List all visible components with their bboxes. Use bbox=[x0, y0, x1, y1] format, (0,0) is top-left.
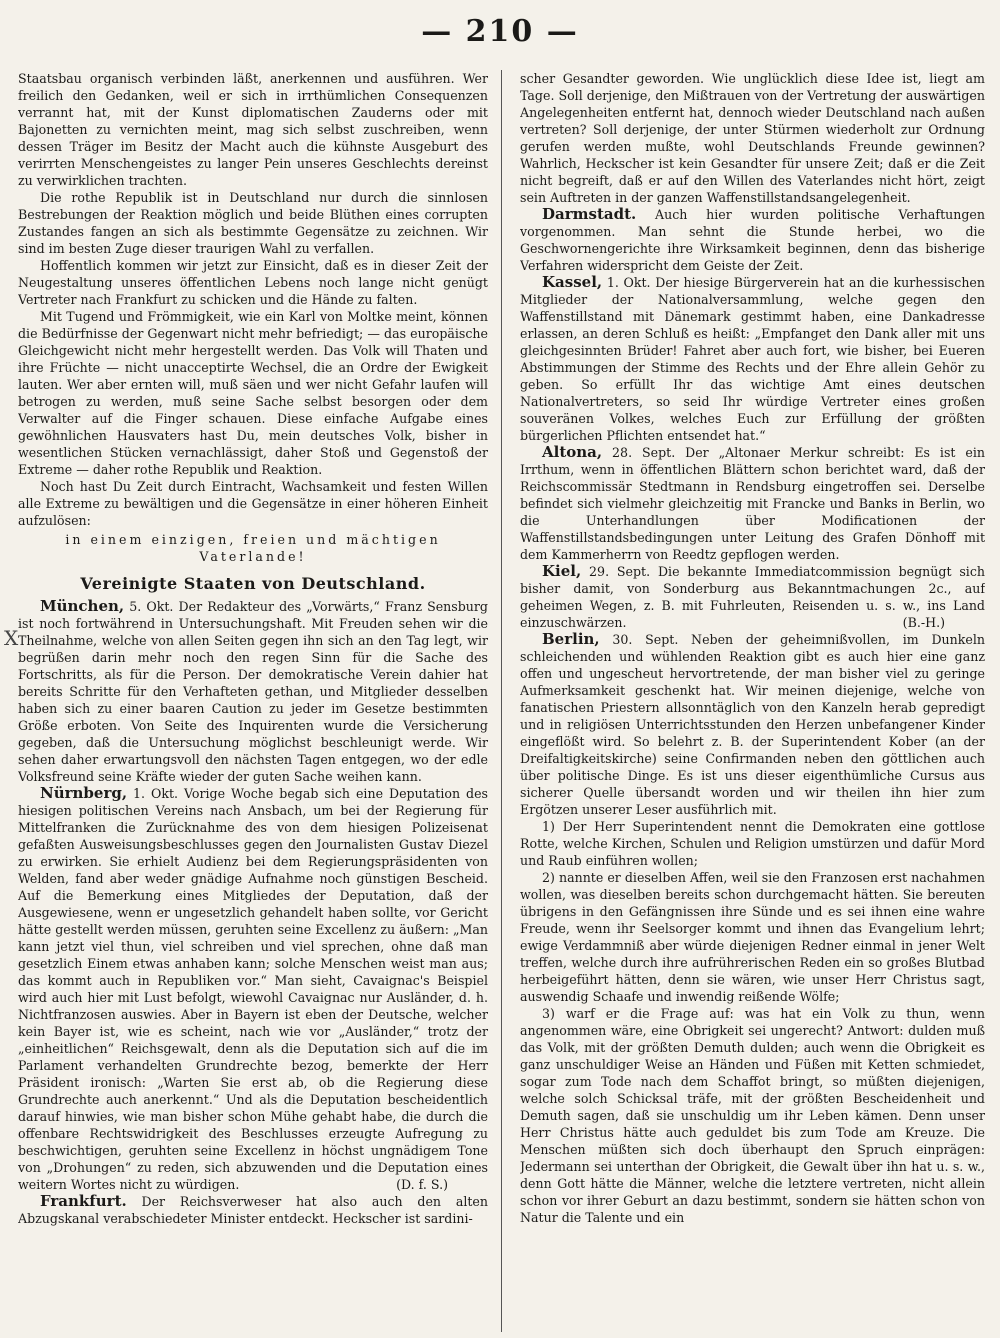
section-title: Vereinigte Staaten von Deutschland. bbox=[80, 574, 426, 593]
list-item: 3) warf er die Frage auf: was hat ein Volk zu thun, wenn angenommen wäre, eine Obrigkeit sei ungerecht? Antwort: dulden muß das Volk, mit der größten Demuth dulden; auch wenn die Obrigkeit es ganz unschuldiger Weise an Händen und Füßen mit Ketten schmiedet, sogar zum Tode nach dem Schaffot bringt, so müßten diejenigen, welche solch Schicksal träfe, mit der größten Bescheidenheit und Demuth sagen, daß sie unschuldig um ihr Leben kämen. Denn unser Herr Christus hätte auch geduldet bis zum Tode am Kreuze. Die Menschen müßten sich doch überhaupt den Spruch einprägen: Jedermann sei unterthan der Obrigkeit, die Gewalt über ihn hat u. s. w., denn Gott hätte die Männer, welche die letztere vertreten, nicht allein schon vor ihrer Geburt an dazu bestimmt, sondern sie hätten schon von Natur die Talente und ein bbox=[520, 1006, 985, 1225]
dateline-place: Kassel, bbox=[542, 273, 603, 291]
paragraph: Noch hast Du Zeit durch Eintracht, Wachsamkeit und festen Willen alle Extreme zu bewältigen und die Gegensätze in einer höheren Einheit aufzulösen: bbox=[18, 479, 488, 528]
source-signature: (D. f. S.) bbox=[396, 1177, 448, 1192]
left-column bbox=[18, 70, 488, 1330]
paragraph: Hoffentlich kommen wir jetzt zur Einsicht, daß es in dieser Zeit der Neugestaltung unseres öffentlichen Lebens noch lange nicht genügt Vertreter nach Frankfurt zu schicken und die Hände zu falten. bbox=[18, 258, 488, 307]
paragraph: scher Gesandter geworden. Wie unglücklich diese Idee ist, liegt am Tage. Soll derjenige, den Mißtrauen von der Vertretung der auswärtigen Angelegenheiten entfernt hat, dennoch wieder Deutschland nach außen vertreten? Soll derjenige, der unter Stürmen wiederholt zur Ordnung gerufen werden mußte, wohl Deutschlands Freunde gewinnen? Wahrlich, Heckscher ist kein Gesandter für unsere Zeit; daß er die Zeit nicht begreift, daß er auf den Willen des Vaterlandes nicht hört, zeigt sein Auftreten in der ganzen Waffenstillstandsangelegenheit. bbox=[520, 71, 985, 205]
paragraph: Mit Tugend und Frömmigkeit, wie ein Karl von Moltke meint, können die Bedürfnisse der Gegenwart nicht mehr befriedigt; — das europäische Gleichgewicht nicht mehr hergestellt werden. Das Volk will Thaten und ihre Früchte — nicht unacceptirte Wechsel, die an Ordre der Ewigkeit lauten. Wer aber ernten will, muß säen und wer nicht Gefahr laufen will betrogen zu werden, muß seine Sache selbst besorgen oder dem Verwalter auf die Finger schauen. Diese einfache Aufgabe eines gewöhnlichen Hausvaters hast Du, mein deutsches Volk, bisher in wesentlichen Stücken vernachlässigt, daher Stoß und Gegenstoß der Extreme — daher rothe Republik und Reaktion. bbox=[18, 309, 488, 477]
article-text: Auch hier wurden politische Verhaftungen vorgenommen. Man sehnt die Stunde herbei, wo die Geschwornengerichte ihre Wirksamkeit beginnen, denn das bisherige Verfahren widerspricht dem Geiste der Zeit. bbox=[520, 207, 985, 273]
page-number: — 210 — bbox=[421, 14, 579, 49]
paragraph: Staatsbau organisch verbinden läßt, anerkennen und ausführen. Wer freilich den Gedanken, weil er sich in irrthümlichen Consequenzen verrannt hat, mit der Kunst diplomatischen Zauderns oder mit Bajonetten zu vernichten meint, mag sich selbst zuschreiben, wenn dessen Träger im Besitz der Macht auch die kühnste Ausgeburt des verirrten Menschengeistes zu langer Pein unseres Geschlechts dereinst zu verwirklichen trachten. bbox=[18, 71, 488, 188]
margin-mark: X bbox=[4, 626, 19, 650]
article-text: 5. Okt. Der Redakteur des „Vorwärts,“ Franz Sensburg ist noch fortwährend in Untersuchungshaft. Mit Freuden sehen wir die Theilnahme, welche von allen Seiten gegen ihn sich an den Tag legt, wir begrüßen darin mehr noch den regen Sinn für die Sache des Fortschritts, als für die Person. Der demokratische Verein dahier hat bereits Schritte für den Verhafteten gethan, und Mitglieder desselben haben sich zu einer baaren Caution zu jeder im Gesetze bestimmten Größe erboten. Von Seite des Inquirenten wurde die Versicherung gegeben, daß die Untersuchung möglichst beschleunigt werde. Wir sehen daher erwartungsvoll den nächsten Tagen entgegen, wo der edle Volksfreund seine Kräfte wieder der guten Sache weihen kann. bbox=[18, 599, 488, 784]
article-kiel bbox=[520, 563, 985, 631]
article-frankfurt bbox=[18, 1193, 488, 1227]
article-text: Der Reichsverweser hat also auch den alten Abzugskanal verabschiedeter Minister entdeckt. Heckscher ist sardini- bbox=[18, 1194, 488, 1226]
article-berlin bbox=[520, 631, 985, 818]
article-kassel bbox=[520, 274, 985, 444]
article-muenchen bbox=[18, 598, 488, 785]
article-text: 1. Okt. Vorige Woche begab sich eine Deputation des hiesigen politischen Vereins nach Ansbach, um bei der Regierung für Mittelfranken die Zurücknahme des von dem hiesigen Polizeisenat gefaßten Ausweisungsbeschlusses gegen den Journalisten Gustav Diezel zu erwirken. Sie erhielt Audienz bei dem Regierungspräsidenten von Welden, fand aber weder gnädige Aufnahme noch günstigen Bescheid. Auf die Bemerkung eines Mitgliedes der Deputation, daß der Ausgewiesene, wenn er ungesetzlich gehandelt haben sollte, vor Gericht hätte gestellt werden müssen, geruhten seine Excellenz zu äußern: „Man kann jetzt viel thun, viel schreiben und viel sprechen, ohne daß man gesetzlich Einem etwas anhaben kann; solche Menschen weist man aus; das kommt auch in Republiken vor.“ Man sieht, Cavaignac's Beispiel wird auch hier mit Lust befolgt, wiewohl Cavaignac nur Ausländer, d. h. Nichtfranzosen auswies. Aber in Bayern ist eben der Deutsche, welcher kein Bayer ist, wie es scheint, nach wie vor „Ausländer,“ trotz der „einheitlichen“ Reichsgewalt, denn als die Deputation sich auf die im Parlament verhandelten Grundrechte bezog, bemerkte der Herr Präsident ironisch: „Warten Sie erst ab, ob die Regierung diese Grundrechte auch anerkennt.“ Und als die Deputation bescheidentlich darauf hinwies, wie man bisher schon Mühe gehabt habe, die durch die offenbare Rechtswidrigkeit des Beschlusses erzeugte Aufregung zu beschwichtigen, geruhten seine Excellenz in höchst ungnädigem Tone von „Drohungen“ zu reden, sich abzuwenden und die Deputation eines weitern Wortes nicht zu würdigen. bbox=[18, 786, 488, 1192]
article-altona bbox=[520, 444, 985, 563]
article-darmstadt bbox=[520, 206, 985, 274]
dateline-place: Darmstadt. bbox=[542, 205, 637, 223]
dateline-place: Frankfurt. bbox=[40, 1192, 127, 1210]
article-text: 30. Sept. Neben der geheimnißvollen, im Dunkeln schleichenden und wühlenden Reaktion gibt es auch hier eine ganz offen und ungescheut hervortretende, der man bisher viel zu geringe Aufmerksamkeit geschenkt hat. Wir meinen diejenige, welche von fanatischen Priestern allsonntäglich von den Kanzeln herab gepredigt und in religiösen Unterrichtsstunden den Herzen unbefangener Kinder eingeflößt wird. So belehrt z. B. der Superintendent Kober (an der Dreifaltigkeitskirche) seine Confirmanden neben den göttlichen auch über politische Dinge. Es ist uns dieser eigenthümliche Cursus aus sicherer Quelle übersandt worden und wir theilen ihn hier zum Ergötzen unserer Leser ausführlich mit. bbox=[520, 632, 985, 817]
dateline-place: München, bbox=[40, 597, 125, 615]
list-item: 2) nannte er dieselben Affen, weil sie den Franzosen erst nachahmen wollen, was dieselben bereits schon durchgemacht hätten. Sie bereuten übrigens in den Gefängnissen ihre Sünde und es sei ihnen eine wahre Freude, wenn ihr Seelsorger kommt und ihnen das Evangelium lehrt; ewige Verdammniß aber würde diejenigen Redner einmal in jener Welt treffen, welche durch ihre aufrührerischen Reden ein so großes Blutbad herbeigeführt hätten, denn sie wären, wie unser Herr Christus sagt, auswendig Schaafe und inwendig reißende Wölfe; bbox=[520, 870, 985, 1004]
right-column bbox=[520, 70, 985, 1330]
dateline-place: Nürnberg, bbox=[40, 784, 128, 802]
source-signature: (B.-H.) bbox=[902, 615, 945, 630]
article-text: 28. Sept. Der „Altonaer Merkur schreibt: Es ist ein Irrthum, wenn in öffentlichen Blättern schon berichtet ward, daß der Reichscommissär Stedtmann in Rendsburg eingetroffen sei. Derselbe befindet sich vielmehr gleichzeitig mit Francke und Banks in Berlin, wo die Unterhandlungen über Modificationen der Waffenstillstandsbedingungen unter Leitung des Grafen Dönhoff mit dem Kammerherrn von Reedtz gepflogen werden. bbox=[520, 445, 985, 562]
article-text: 29. Sept. Die bekannte Immediatcommission begnügt sich bisher damit, von Sonderburg aus Bekanntmachungen 2c., auf geheimen Wegen, z. B. mit Fuhrleuten, Reisenden u. s. w., ins Land einzuschwärzen. bbox=[520, 564, 985, 630]
dateline-place: Altona, bbox=[542, 443, 603, 461]
column-divider bbox=[501, 70, 502, 1332]
motto-line: in einem einzigen, freien und mächtigen bbox=[65, 532, 441, 547]
article-nuernberg bbox=[18, 785, 488, 1193]
paragraph: Die rothe Republik ist in Deutschland nur durch die sinnlosen Bestrebungen der Reaktion möglich und beide Blüthen eines corrupten Zustandes fangen an sich als bestimmte Gegensätze zu zeichnen. Wir sind im besten Zuge dieser traurigen Wahl zu verfallen. bbox=[18, 190, 488, 256]
list-item: 1) Der Herr Superintendent nennt die Demokraten eine gottlose Rotte, welche Kirchen, Schulen und Religion umstürzen und dafür Mord und Raub einführen wollen; bbox=[520, 819, 985, 868]
motto-line: Vaterlande! bbox=[199, 549, 307, 564]
dateline-place: Kiel, bbox=[542, 562, 582, 580]
dateline-place: Berlin, bbox=[542, 630, 600, 648]
article-text: 1. Okt. Der hiesige Bürgerverein hat an die kurhessischen Mitglieder der Nationalversammlung, welche gegen den Waffenstillstand mit Dänemark gestimmt haben, eine Dankadresse erlassen, an deren Schluß es heißt: „Empfanget den Dank aller mit uns gleichgesinnten Brüder! Fahret aber auch fort, wie bisher, bei Eueren Abstimmungen der Stimme des Rechts und der Ehre allein Gehör zu geben. So erfüllt Ihr das wichtige Amt eines deutschen Nationalvertreters, so seid Ihr würdige Vertreter eines großen souveränen Volkes, welches Euch zur Erfüllung der größten bürgerlichen Pflichten entsendet hat.“ bbox=[520, 275, 985, 443]
